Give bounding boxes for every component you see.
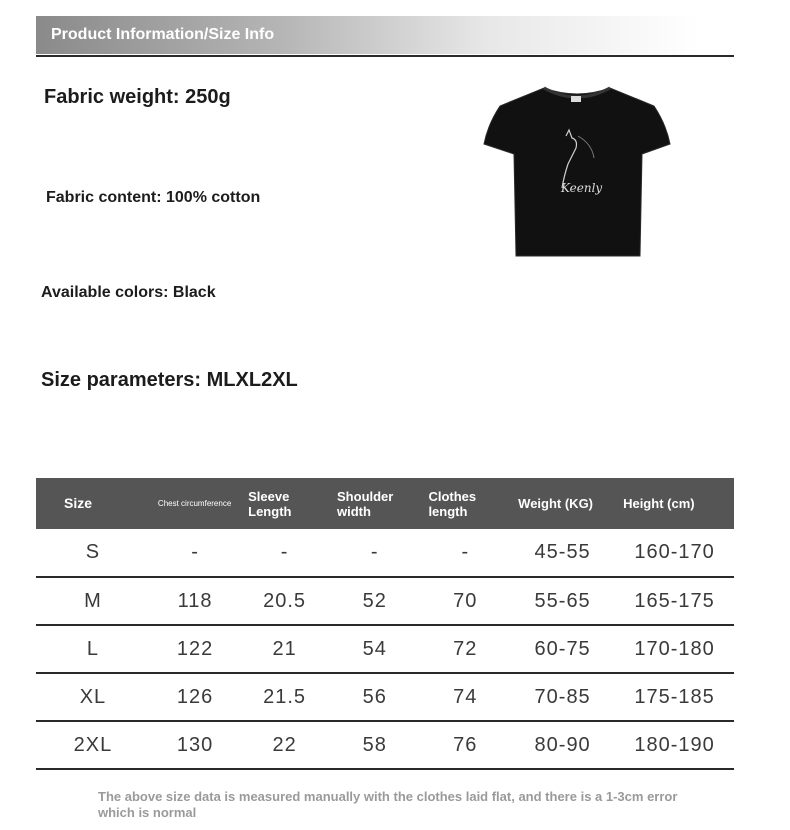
cell-chest: 122 bbox=[150, 625, 240, 673]
cell-height: 165-175 bbox=[615, 577, 734, 625]
cell-shoulder: 54 bbox=[329, 625, 420, 673]
table-row bbox=[36, 625, 734, 673]
cell-clothes-length: 74 bbox=[420, 673, 510, 721]
header-size: Size bbox=[64, 495, 93, 511]
header-bar bbox=[36, 16, 734, 54]
cell-clothes-length: 76 bbox=[420, 721, 510, 769]
cell-clothes-length: 70 bbox=[420, 577, 510, 625]
available-colors: Available colors: Black bbox=[41, 284, 216, 301]
cell-shoulder: 52 bbox=[329, 577, 420, 625]
table-row bbox=[36, 529, 734, 577]
cell-size: XL bbox=[36, 673, 150, 721]
cell-size: S bbox=[36, 529, 150, 577]
cell-size: M bbox=[36, 577, 150, 625]
size-table bbox=[36, 478, 734, 770]
header-sleeve: Sleeve Length bbox=[248, 488, 292, 519]
cell-sleeve: - bbox=[240, 529, 329, 577]
cell-clothes-length: - bbox=[420, 529, 510, 577]
cell-sleeve: 21 bbox=[240, 625, 329, 673]
page-title: Product Information/Size Info bbox=[51, 26, 275, 43]
size-parameters: Size parameters: MLXL2XL bbox=[41, 369, 298, 391]
table-row bbox=[36, 577, 734, 625]
measurement-note: The above size data is measured manually with the clothes laid flat, and there is a 1-3cm error which is normal bbox=[98, 789, 678, 820]
shirt-print-text: Keenly bbox=[561, 181, 603, 195]
header-divider bbox=[36, 55, 734, 57]
header-height: Height (cm) bbox=[623, 496, 695, 511]
header-weight: Weight (KG) bbox=[518, 496, 594, 511]
cell-chest: 118 bbox=[150, 577, 240, 625]
cell-clothes-length: 72 bbox=[420, 625, 510, 673]
header-clothes-length: Clothes length bbox=[428, 488, 477, 519]
cell-size: 2XL bbox=[36, 721, 150, 769]
tshirt-product-image bbox=[482, 84, 672, 258]
fabric-weight: Fabric weight: 250g bbox=[44, 86, 231, 108]
cell-chest: 126 bbox=[150, 673, 240, 721]
cell-chest: - bbox=[150, 529, 240, 577]
cell-shoulder: 56 bbox=[329, 673, 420, 721]
cell-sleeve: 20.5 bbox=[240, 577, 329, 625]
cell-weight: 55-65 bbox=[510, 577, 615, 625]
cell-height: 175-185 bbox=[615, 673, 734, 721]
cell-weight: 45-55 bbox=[510, 529, 615, 577]
cell-weight: 80-90 bbox=[510, 721, 615, 769]
header-chest: Chest circumference bbox=[157, 499, 232, 508]
fabric-content: Fabric content: 100% cotton bbox=[46, 189, 261, 206]
header-shoulder: Shoulder width bbox=[337, 488, 394, 519]
cell-weight: 60-75 bbox=[510, 625, 615, 673]
cell-shoulder: 58 bbox=[329, 721, 420, 769]
cell-height: 160-170 bbox=[615, 529, 734, 577]
table-row bbox=[36, 673, 734, 721]
cell-sleeve: 22 bbox=[240, 721, 329, 769]
cell-height: 180-190 bbox=[615, 721, 734, 769]
cell-sleeve: 21.5 bbox=[240, 673, 329, 721]
table-row bbox=[36, 721, 734, 769]
cell-shoulder: - bbox=[329, 529, 420, 577]
cell-size: L bbox=[36, 625, 150, 673]
table-header-row bbox=[36, 478, 734, 529]
cell-weight: 70-85 bbox=[510, 673, 615, 721]
cell-height: 170-180 bbox=[615, 625, 734, 673]
cell-chest: 130 bbox=[150, 721, 240, 769]
